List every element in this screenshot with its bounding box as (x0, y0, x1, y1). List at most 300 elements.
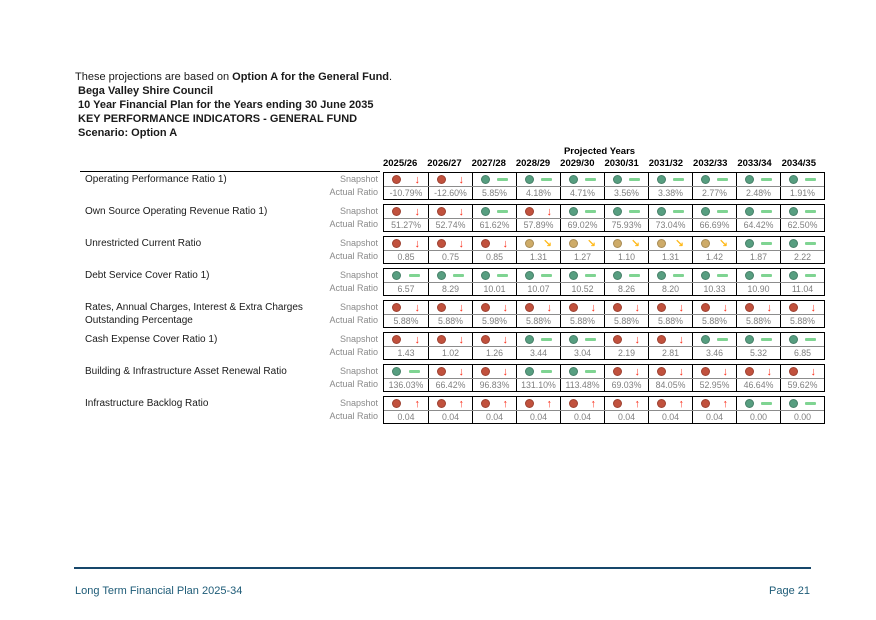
ratio-value-cell: 52.95% (692, 379, 736, 391)
kpi-year-box (383, 236, 825, 264)
snapshot-label: Snapshot (339, 270, 378, 280)
green-flat-dash-icon (541, 370, 552, 373)
red-status-dot-icon (701, 367, 710, 376)
kpi-row (85, 268, 825, 296)
snapshot-cell (428, 365, 472, 378)
snapshot-row (384, 333, 824, 347)
red-down-arrow-icon: ↓ (634, 365, 640, 378)
snapshot-cell (384, 173, 428, 186)
ratio-value-cell: 2.77% (692, 187, 736, 199)
red-status-dot-icon (613, 367, 622, 376)
ratio-value-cell: 8.26 (604, 283, 648, 295)
red-down-arrow-icon: ↓ (458, 333, 464, 346)
snapshot-label: Snapshot (339, 366, 378, 376)
red-down-arrow-icon: ↓ (546, 205, 552, 218)
amber-diagonal-down-arrow-icon: ↘ (674, 237, 684, 250)
kpi-row (85, 364, 825, 392)
green-status-dot-icon (481, 271, 490, 280)
snapshot-cell (472, 237, 516, 250)
green-status-dot-icon (745, 207, 754, 216)
ratio-value-cell: 2.22 (780, 251, 824, 263)
snapshot-cell (736, 205, 780, 218)
snapshot-cell (648, 301, 692, 314)
red-down-arrow-icon: ↓ (414, 333, 420, 346)
green-status-dot-icon (525, 367, 534, 376)
snapshot-cell (604, 301, 648, 314)
amber-status-dot-icon (525, 239, 534, 248)
green-status-dot-icon (525, 175, 534, 184)
red-status-dot-icon (569, 303, 578, 312)
ratio-value-cell: 131.10% (516, 379, 560, 391)
ratio-value-cell: 1.27 (560, 251, 604, 263)
actual-ratio-row (384, 347, 824, 359)
green-status-dot-icon (745, 271, 754, 280)
green-status-dot-icon (657, 207, 666, 216)
year-column-header: 2028/29 (515, 158, 551, 169)
snapshot-cell (472, 365, 516, 378)
red-up-arrow-icon: ↑ (634, 397, 640, 410)
green-status-dot-icon (481, 207, 490, 216)
red-status-dot-icon (657, 335, 666, 344)
actual-ratio-row (384, 411, 824, 423)
green-flat-dash-icon (805, 242, 816, 245)
kpi-year-box (383, 204, 825, 232)
red-down-arrow-icon: ↓ (502, 365, 508, 378)
snapshot-label: Snapshot (339, 206, 378, 216)
ratio-value-cell: 59.62% (780, 379, 824, 391)
snapshot-cell (780, 333, 824, 346)
projected-years-header: Projected Years (563, 146, 636, 157)
snapshot-cell (516, 269, 560, 282)
green-flat-dash-icon (629, 210, 640, 213)
snapshot-cell (604, 333, 648, 346)
snapshot-cell (560, 173, 604, 186)
green-status-dot-icon (745, 335, 754, 344)
snapshot-cell (648, 365, 692, 378)
ratio-value-cell: 2.48% (736, 187, 780, 199)
red-down-arrow-icon: ↓ (810, 365, 816, 378)
snapshot-cell (648, 173, 692, 186)
actual-ratio-row (384, 315, 824, 327)
ratio-value-cell: 84.05% (648, 379, 692, 391)
red-down-arrow-icon: ↓ (634, 301, 640, 314)
ratio-value-cell: 0.04 (428, 411, 472, 423)
ratio-value-cell: 5.88% (648, 315, 692, 327)
red-down-arrow-icon: ↓ (678, 301, 684, 314)
red-down-arrow-icon: ↓ (458, 301, 464, 314)
snapshot-cell (736, 301, 780, 314)
ratio-value-cell: 62.50% (780, 219, 824, 231)
kpi-row (85, 396, 825, 424)
red-down-arrow-icon: ↓ (502, 237, 508, 250)
green-status-dot-icon (392, 271, 401, 280)
ratio-value-cell: 8.20 (648, 283, 692, 295)
year-column-header: 2033/34 (737, 158, 772, 169)
year-column-header: 2029/30 (560, 158, 595, 169)
snapshot-cell (428, 333, 472, 346)
red-status-dot-icon (437, 367, 446, 376)
green-flat-dash-icon (673, 274, 684, 277)
ratio-value-cell: 5.88% (736, 315, 780, 327)
ratio-value-cell: 5.98% (472, 315, 516, 327)
snapshot-label: Snapshot (339, 238, 378, 248)
red-down-arrow-icon: ↓ (810, 301, 816, 314)
snapshot-cell (384, 205, 428, 218)
ratio-value-cell: 1.42 (692, 251, 736, 263)
green-status-dot-icon (657, 175, 666, 184)
ratio-value-cell: 11.04 (780, 283, 824, 295)
kpi-row-label: Rates, Annual Charges, Interest & Extra Charges Outstanding Percentage (85, 302, 303, 326)
green-status-dot-icon (789, 271, 798, 280)
row-sub-labels (322, 300, 383, 327)
snapshot-label: Snapshot (339, 334, 378, 344)
ratio-value-cell: 69.03% (604, 379, 648, 391)
red-status-dot-icon (657, 399, 666, 408)
ratio-value-cell: 5.88% (692, 315, 736, 327)
ratio-value-cell: 4.18% (516, 187, 560, 199)
snapshot-row (384, 205, 824, 219)
red-status-dot-icon (392, 335, 401, 344)
kpi-row-label: Cash Expense Cover Ratio 1) (85, 334, 218, 345)
snapshot-cell (692, 173, 736, 186)
ratio-value-cell: 5.88% (428, 315, 472, 327)
actual-ratio-row (384, 219, 824, 231)
kpi-row-label: Operating Performance Ratio 1) (85, 174, 227, 185)
green-status-dot-icon (525, 335, 534, 344)
snapshot-cell (384, 333, 428, 346)
green-flat-dash-icon (497, 274, 508, 277)
document-header (75, 70, 392, 140)
snapshot-cell (780, 205, 824, 218)
red-status-dot-icon (789, 303, 798, 312)
snapshot-cell (428, 269, 472, 282)
ratio-value-cell: 75.93% (604, 219, 648, 231)
green-status-dot-icon (745, 399, 754, 408)
snapshot-cell (692, 365, 736, 378)
red-status-dot-icon (392, 207, 401, 216)
kpi-title: KEY PERFORMANCE INDICATORS - GENERAL FUND (78, 113, 358, 125)
green-status-dot-icon (789, 175, 798, 184)
intro-option: Option A for the General Fund (232, 71, 390, 83)
red-down-arrow-icon: ↓ (502, 301, 508, 314)
ratio-value-cell: 2.19 (604, 347, 648, 359)
red-down-arrow-icon: ↓ (546, 301, 552, 314)
green-flat-dash-icon (761, 338, 772, 341)
footer-left-text: Long Term Financial Plan 2025-34 (75, 585, 243, 597)
ratio-value-cell: 1.43 (397, 348, 415, 358)
ratio-value-cell: 8.29 (428, 283, 472, 295)
red-status-dot-icon (481, 303, 490, 312)
green-status-dot-icon (789, 399, 798, 408)
red-status-dot-icon (437, 239, 446, 248)
snapshot-cell (560, 269, 604, 282)
snapshot-cell (736, 397, 780, 410)
snapshot-cell (384, 237, 428, 250)
year-column-header: 2034/35 (781, 158, 816, 169)
snapshot-label: Snapshot (339, 174, 378, 184)
green-status-dot-icon (701, 271, 710, 280)
green-flat-dash-icon (673, 210, 684, 213)
green-status-dot-icon (481, 175, 490, 184)
green-status-dot-icon (701, 207, 710, 216)
page-footer (75, 585, 810, 597)
snapshot-cell (736, 269, 780, 282)
ratio-value-cell: 64.42% (736, 219, 780, 231)
red-status-dot-icon (392, 239, 401, 248)
red-status-dot-icon (437, 303, 446, 312)
plan-title: 10 Year Financial Plan for the Years ending 30 June 2035 (78, 99, 374, 111)
green-flat-dash-icon (761, 402, 772, 405)
kpi-year-box (383, 172, 825, 200)
red-down-arrow-icon: ↓ (766, 365, 772, 378)
green-status-dot-icon (569, 335, 578, 344)
snapshot-cell (516, 173, 560, 186)
ratio-value-cell: 6.57 (397, 284, 415, 294)
snapshot-row (384, 237, 824, 251)
ratio-value-cell: 5.88% (560, 315, 604, 327)
snapshot-cell (472, 269, 516, 282)
red-status-dot-icon (437, 399, 446, 408)
intro-prefix: These projections are based on (75, 71, 233, 83)
ratio-value-cell: 46.64% (736, 379, 780, 391)
snapshot-cell (560, 237, 604, 250)
snapshot-cell (648, 333, 692, 346)
red-status-dot-icon (745, 303, 754, 312)
actual-ratio-label: Actual Ratio (329, 219, 378, 229)
snapshot-cell (472, 173, 516, 186)
green-flat-dash-icon (761, 242, 772, 245)
snapshot-cell (472, 205, 516, 218)
green-flat-dash-icon (541, 274, 552, 277)
green-flat-dash-icon (805, 178, 816, 181)
amber-status-dot-icon (657, 239, 666, 248)
green-flat-dash-icon (717, 338, 728, 341)
red-down-arrow-icon: ↓ (722, 365, 728, 378)
ratio-value-cell: 10.07 (516, 283, 560, 295)
actual-ratio-label: Actual Ratio (329, 411, 378, 421)
snapshot-cell (736, 173, 780, 186)
red-down-arrow-icon: ↓ (414, 237, 420, 250)
green-status-dot-icon (789, 207, 798, 216)
ratio-value-cell: 96.83% (472, 379, 516, 391)
kpi-year-box (383, 332, 825, 360)
snapshot-cell (692, 397, 736, 410)
snapshot-cell (604, 397, 648, 410)
red-status-dot-icon (569, 399, 578, 408)
snapshot-cell (780, 301, 824, 314)
red-status-dot-icon (613, 399, 622, 408)
ratio-value-cell: 3.44 (516, 347, 560, 359)
green-flat-dash-icon (585, 338, 596, 341)
ratio-value-cell: 57.89% (516, 219, 560, 231)
snapshot-cell (516, 397, 560, 410)
snapshot-cell (384, 365, 428, 378)
actual-ratio-label: Actual Ratio (329, 251, 378, 261)
snapshot-row (384, 301, 824, 315)
red-status-dot-icon (745, 367, 754, 376)
snapshot-row (384, 269, 824, 283)
green-flat-dash-icon (585, 210, 596, 213)
red-status-dot-icon (481, 399, 490, 408)
intro-suffix: . (389, 71, 393, 83)
row-sub-labels (322, 364, 383, 391)
ratio-value-cell: -10.79% (389, 188, 423, 198)
green-flat-dash-icon (585, 370, 596, 373)
ratio-value-cell: 5.88% (393, 316, 419, 326)
snapshot-cell (516, 205, 560, 218)
amber-status-dot-icon (569, 239, 578, 248)
green-flat-dash-icon (497, 210, 508, 213)
ratio-value-cell: 0.04 (397, 412, 415, 422)
green-flat-dash-icon (805, 274, 816, 277)
kpi-row (85, 172, 825, 200)
ratio-value-cell: 0.04 (472, 411, 516, 423)
ratio-value-cell: 5.85% (472, 187, 516, 199)
ratio-value-cell: 1.91% (780, 187, 824, 199)
red-up-arrow-icon: ↑ (546, 397, 552, 410)
green-status-dot-icon (569, 207, 578, 216)
snapshot-cell (604, 205, 648, 218)
kpi-row (85, 300, 825, 328)
red-down-arrow-icon: ↓ (414, 301, 420, 314)
red-down-arrow-icon: ↓ (458, 205, 464, 218)
actual-ratio-label: Actual Ratio (329, 187, 378, 197)
green-status-dot-icon (569, 271, 578, 280)
ratio-value-cell: -12.60% (428, 187, 472, 199)
snapshot-cell (472, 333, 516, 346)
snapshot-cell (648, 205, 692, 218)
snapshot-label: Snapshot (339, 302, 378, 312)
snapshot-cell (604, 173, 648, 186)
snapshot-cell (560, 397, 604, 410)
ratio-value-cell: 6.85 (780, 347, 824, 359)
ratio-value-cell: 4.71% (560, 187, 604, 199)
green-flat-dash-icon (673, 178, 684, 181)
actual-ratio-label: Actual Ratio (329, 379, 378, 389)
red-down-arrow-icon: ↓ (678, 365, 684, 378)
snapshot-cell (692, 301, 736, 314)
red-status-dot-icon (437, 207, 446, 216)
green-flat-dash-icon (541, 178, 552, 181)
ratio-value-cell: 0.04 (648, 411, 692, 423)
green-status-dot-icon (789, 335, 798, 344)
red-status-dot-icon (789, 367, 798, 376)
red-down-arrow-icon: ↓ (414, 205, 420, 218)
row-sub-labels (322, 396, 383, 423)
year-column-header: 2030/31 (604, 158, 639, 169)
snapshot-cell (736, 333, 780, 346)
ratio-value-cell: 1.10 (604, 251, 648, 263)
green-flat-dash-icon (409, 370, 420, 373)
row-sub-labels (322, 236, 383, 263)
ratio-value-cell: 5.88% (780, 315, 824, 327)
red-status-dot-icon (392, 399, 401, 408)
green-status-dot-icon (745, 175, 754, 184)
red-status-dot-icon (701, 303, 710, 312)
red-up-arrow-icon: ↑ (458, 397, 464, 410)
green-flat-dash-icon (717, 274, 728, 277)
ratio-value-cell: 66.69% (692, 219, 736, 231)
ratio-value-cell: 0.04 (516, 411, 560, 423)
red-down-arrow-icon: ↓ (634, 333, 640, 346)
red-status-dot-icon (481, 367, 490, 376)
row-sub-labels (322, 332, 383, 359)
intro-note (75, 70, 392, 84)
green-status-dot-icon (569, 175, 578, 184)
kpi-year-box (383, 364, 825, 392)
snapshot-cell (428, 237, 472, 250)
amber-status-dot-icon (701, 239, 710, 248)
actual-ratio-label: Actual Ratio (329, 283, 378, 293)
green-status-dot-icon (613, 271, 622, 280)
ratio-value-cell: 1.87 (736, 251, 780, 263)
ratio-value-cell: 0.85 (397, 252, 415, 262)
footer-rule (74, 567, 811, 569)
snapshot-cell (648, 397, 692, 410)
snapshot-cell (648, 237, 692, 250)
snapshot-cell (384, 301, 428, 314)
snapshot-cell (780, 365, 824, 378)
red-down-arrow-icon: ↓ (458, 173, 464, 186)
green-flat-dash-icon (805, 338, 816, 341)
snapshot-cell (428, 173, 472, 186)
kpi-table (85, 172, 825, 424)
green-flat-dash-icon (717, 178, 728, 181)
snapshot-cell (560, 205, 604, 218)
amber-diagonal-down-arrow-icon: ↘ (542, 237, 552, 250)
green-flat-dash-icon (761, 210, 772, 213)
red-status-dot-icon (481, 239, 490, 248)
snapshot-cell (560, 365, 604, 378)
ratio-value-cell: 61.62% (472, 219, 516, 231)
snapshot-cell (648, 269, 692, 282)
actual-ratio-row (384, 379, 824, 391)
kpi-row (85, 332, 825, 360)
year-column-header: 2025/26 (382, 158, 418, 169)
red-down-arrow-icon: ↓ (414, 173, 420, 186)
green-status-dot-icon (392, 367, 401, 376)
green-flat-dash-icon (761, 178, 772, 181)
snapshot-row (384, 397, 824, 411)
green-flat-dash-icon (761, 274, 772, 277)
green-flat-dash-icon (409, 274, 420, 277)
ratio-value-cell: 0.85 (472, 251, 516, 263)
green-flat-dash-icon (629, 274, 640, 277)
ratio-value-cell: 66.42% (428, 379, 472, 391)
red-status-dot-icon (392, 303, 401, 312)
snapshot-cell (692, 237, 736, 250)
kpi-row (85, 236, 825, 264)
red-down-arrow-icon: ↓ (678, 333, 684, 346)
ratio-value-cell: 73.04% (648, 219, 692, 231)
red-status-dot-icon (437, 175, 446, 184)
ratio-value-cell: 0.00 (780, 411, 824, 423)
snapshot-cell (516, 301, 560, 314)
footer-page-number: Page 21 (769, 585, 810, 597)
actual-ratio-label: Actual Ratio (329, 315, 378, 325)
ratio-value-cell: 1.26 (472, 347, 516, 359)
ratio-value-cell: 10.90 (736, 283, 780, 295)
ratio-value-cell: 1.31 (648, 251, 692, 263)
snapshot-cell (692, 205, 736, 218)
green-status-dot-icon (569, 367, 578, 376)
green-status-dot-icon (437, 271, 446, 280)
kpi-row-label: Infrastructure Backlog Ratio (85, 398, 209, 409)
year-column-header: 2026/27 (427, 158, 462, 169)
snapshot-cell (384, 269, 428, 282)
ratio-value-cell: 51.27% (391, 220, 421, 230)
snapshot-cell (780, 237, 824, 250)
